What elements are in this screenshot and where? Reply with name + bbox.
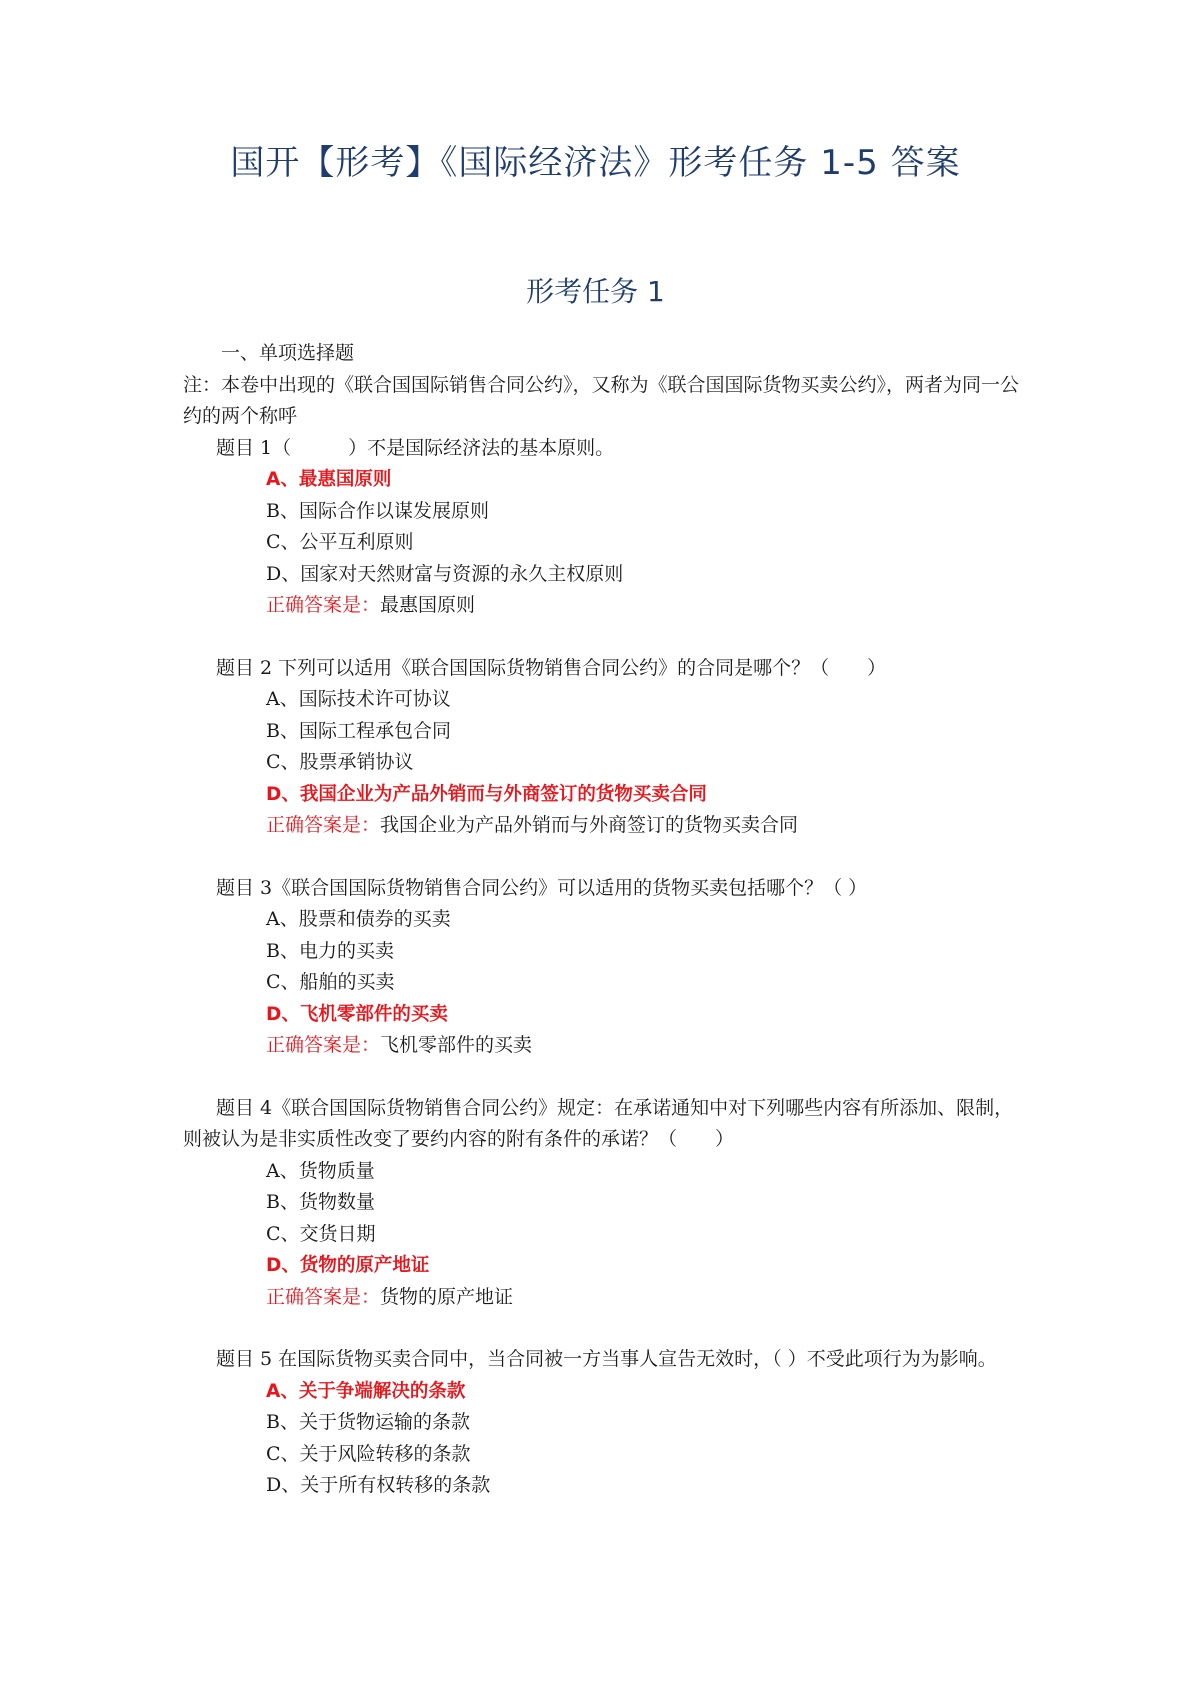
option: B、国际工程承包合同 — [266, 719, 451, 742]
answer-line — [183, 1282, 1025, 1314]
document-title: 国开【形考】《国际经济法》形考任务 1-5 答案 — [230, 143, 961, 183]
answer-text: 最惠国原则 — [380, 594, 476, 616]
question-stem: 题目 5 在国际货物买卖合同中，当合同被一方当事人宣告无效时，（ ）不受此项行为为影响。 — [216, 1348, 997, 1370]
option-correct: A、关于争端解决的条款 — [266, 1380, 466, 1402]
answer-line — [183, 810, 1025, 842]
question-block — [183, 653, 1025, 842]
question-block — [183, 433, 1025, 622]
part-heading: 一、单项选择题 — [221, 342, 355, 364]
option: B、电力的买卖 — [266, 939, 394, 962]
option: C、船舶的买卖 — [266, 971, 395, 993]
document-note: 注：本卷中出现的《联合国国际销售合同公约》，又称为《联合国国际货物买卖公约》，两者为同一公约的两个称呼 — [183, 373, 1020, 427]
document-body — [183, 338, 1025, 1502]
question-stem: 题目 4《联合国国际货物销售合同公约》规定：在承诺通知中对下列哪些内容有所添加、限制，则被认为是非实质性改变了要约内容的附有条件的承诺？（ ） — [183, 1096, 1014, 1150]
answer-label: 正确答案是： — [266, 1034, 381, 1056]
section-title: 形考任务 1 — [526, 275, 665, 308]
option: B、货物数量 — [266, 1191, 375, 1213]
answer-line — [183, 590, 1025, 622]
option: A、国际技术许可协议 — [266, 688, 451, 710]
answer-label: 正确答案是： — [266, 814, 381, 836]
option-correct: D、货物的原产地证 — [266, 1255, 430, 1276]
option: C、股票承销协议 — [266, 751, 414, 773]
answer-text: 飞机零部件的买卖 — [380, 1034, 533, 1056]
option: C、交货日期 — [266, 1222, 376, 1245]
option: C、公平互利原则 — [266, 531, 414, 553]
answer-label: 正确答案是： — [266, 594, 381, 616]
question-block — [183, 1344, 1025, 1502]
answer-text: 货物的原产地证 — [380, 1285, 514, 1308]
option: D、关于所有权转移的条款 — [266, 1474, 491, 1496]
option: B、关于货物运输的条款 — [266, 1411, 470, 1433]
option: A、股票和债券的买卖 — [266, 908, 451, 930]
option-correct: A、最惠国原则 — [266, 469, 392, 490]
answer-line — [183, 1030, 1025, 1062]
option: B、国际合作以谋发展原则 — [266, 499, 489, 522]
question-stem: 题目 3《联合国国际货物销售合同公约》可以适用的货物买卖包括哪个？（ ） — [216, 876, 868, 899]
option-correct: D、飞机零部件的买卖 — [266, 1003, 448, 1025]
question-stem: 题目 1（ ）不是国际经济法的基本原则。 — [216, 436, 615, 459]
option: D、国家对天然财富与资源的永久主权原则 — [266, 562, 624, 585]
question-block — [183, 1093, 1025, 1314]
question-block — [183, 873, 1025, 1062]
option-correct: D、我国企业为产品外销而与外商签订的货物买卖合同 — [266, 783, 707, 805]
option: C、关于风险转移的条款 — [266, 1442, 471, 1465]
answer-text: 我国企业为产品外销而与外商签订的货物买卖合同 — [380, 814, 799, 836]
question-stem: 题目 2 下列可以适用《联合国国际货物销售合同公约》的合同是哪个？（ ） — [216, 656, 887, 679]
answer-label: 正确答案是： — [266, 1285, 381, 1308]
option: A、货物质量 — [266, 1159, 375, 1182]
